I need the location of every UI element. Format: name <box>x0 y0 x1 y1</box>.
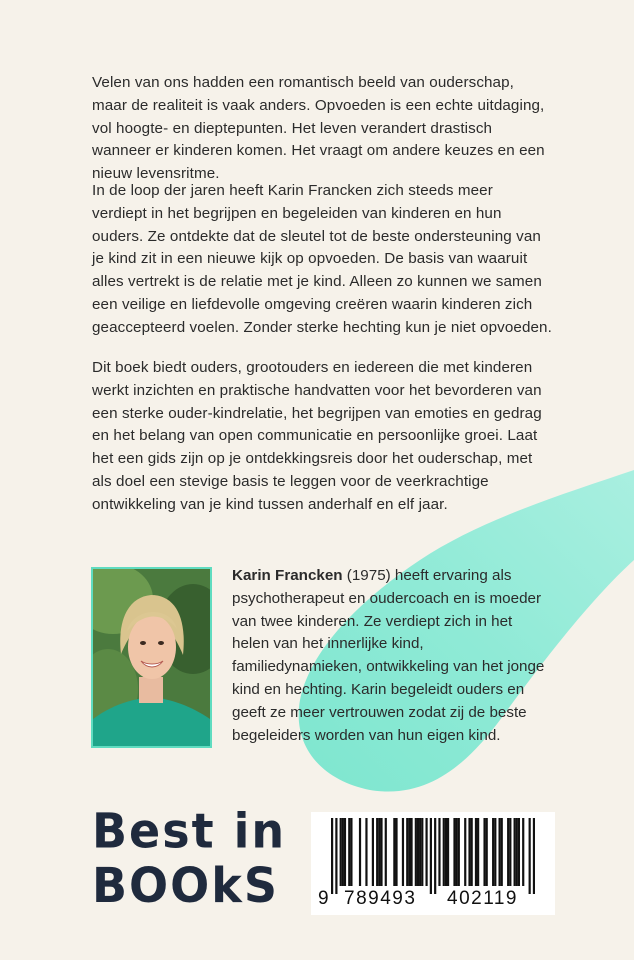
barcode-bar <box>410 818 412 886</box>
barcode-bar <box>468 818 470 886</box>
barcode-bar <box>509 818 511 886</box>
barcode-bar <box>501 818 503 886</box>
barcode-bar <box>438 818 440 886</box>
barcode-bar <box>475 818 477 886</box>
barcode-bar <box>344 818 346 886</box>
barcode-bar <box>471 818 473 886</box>
barcode-bar <box>445 818 447 886</box>
barcode-bar <box>359 818 361 886</box>
barcode-bar <box>421 818 423 886</box>
barcode-bar <box>443 818 445 886</box>
barcode-bar <box>335 818 337 894</box>
barcode-bar <box>483 818 485 886</box>
barcode-bar <box>425 818 427 886</box>
intro-paragraph: Velen van ons hadden een romantisch beeld van ouderschap, maar de realiteit is vaak anders. Opvoeden is een echte uitdaging, vol hoogte- en dieptepunten. Het leven verandert drastisch wanneer er kinderen komen. Het vraagt om andere keuzes en een nieuw levensritme. <box>92 74 545 183</box>
barcode-bar <box>529 818 531 894</box>
barcode-bar <box>365 818 367 886</box>
barcode-bar <box>415 818 417 886</box>
barcode-bar <box>453 818 455 886</box>
barcode-bar <box>376 818 378 886</box>
barcode-bar <box>340 818 342 886</box>
barcode-bar <box>492 818 494 886</box>
barcode-bar <box>342 818 344 886</box>
barcode-bar <box>434 818 436 894</box>
barcode-bar <box>507 818 509 886</box>
barcode-bar <box>408 818 410 886</box>
barcode-bar <box>417 818 419 886</box>
author-photo <box>91 567 212 748</box>
author-bio <box>232 565 552 747</box>
barcode-bar <box>350 818 352 886</box>
barcode-bar <box>533 818 535 894</box>
barcode-bar <box>486 818 488 886</box>
barcode-left-digits: 789493 <box>344 888 417 909</box>
barcode-lead-digit: 9 <box>318 888 329 909</box>
barcode-bar <box>456 818 458 886</box>
barcode-bar <box>494 818 496 886</box>
barcode-bar <box>430 818 432 894</box>
barcode-bars <box>331 818 535 896</box>
barcode-digits <box>311 888 555 912</box>
barcode-bar <box>522 818 524 886</box>
barcode-bar <box>447 818 449 886</box>
barcode-bar <box>393 818 395 886</box>
barcode-bar <box>385 818 387 886</box>
logo-line-1: Best in <box>92 802 287 859</box>
barcode-bar <box>477 818 479 886</box>
barcode-bar <box>380 818 382 886</box>
author-name: Karin Francken <box>232 567 343 584</box>
barcode-bar <box>402 818 404 886</box>
barcode-bar <box>498 818 500 886</box>
book-description-paragraph: Dit boek biedt ouders, grootouders en iedereen die met kinderen werkt inzichten en praktische handvatten voor het bevorderen van een sterke ouder-kindrelatie, het begrijpen van emoties en gedrag en het belang van open communicatie en persoonlijke groei. Laat het een gids zijn op je ontdekkingsreis door het ouderschap, met als doel een stevige basis te leggen voor de veerkrachtige ontwikkeling van je kind tussen anderhalf en elf jaar. <box>92 359 542 513</box>
author-bio-text: (1975) heeft ervaring als psychotherapeut en oudercoach en is moeder van twee kinderen. Ze verdiept zich in het helen van het innerlijke kind, familiedynamieken, ontwikkeling van het jonge kind en hechting. Karin begeleidt ouders en geeft ze meer vertrouwen zodat zij de beste begeleiders worden van hun eigen kind. <box>232 567 545 744</box>
barcode-bar <box>516 818 518 886</box>
barcode-bar <box>348 818 350 886</box>
publisher-logo <box>92 802 287 921</box>
barcode-bar <box>514 818 516 886</box>
logo-line-2: BOOkS <box>92 856 279 914</box>
barcode-bar <box>419 818 421 886</box>
author-background-paragraph: In de loop der jaren heeft Karin Francken zich steeds meer verdiept in het begrijpen en begeleiden van kinderen en hun ouders. Ze ontdekte dat de sleutel tot de beste ondersteuning van je kind zit in een nieuwe kijk op opvoeden. De basis van waaruit alles vertrekt is de relatie met je kind. Alleen zo kunnen we samen een veilige en liefdevolle omgeving creëren waarin kinderen zich geaccepteerd voelen. Zonder sterke hechting kun je niet opvoeden. <box>92 182 552 336</box>
barcode-bar <box>331 818 333 894</box>
barcode-bar <box>458 818 460 886</box>
barcode-bar <box>372 818 374 886</box>
barcode-bar <box>378 818 380 886</box>
barcode-right-digits: 402119 <box>447 888 518 909</box>
isbn-barcode <box>311 812 555 915</box>
barcode-bar <box>406 818 408 886</box>
barcode-bar <box>518 818 520 886</box>
barcode-bar <box>464 818 466 886</box>
barcode-bar <box>395 818 397 886</box>
